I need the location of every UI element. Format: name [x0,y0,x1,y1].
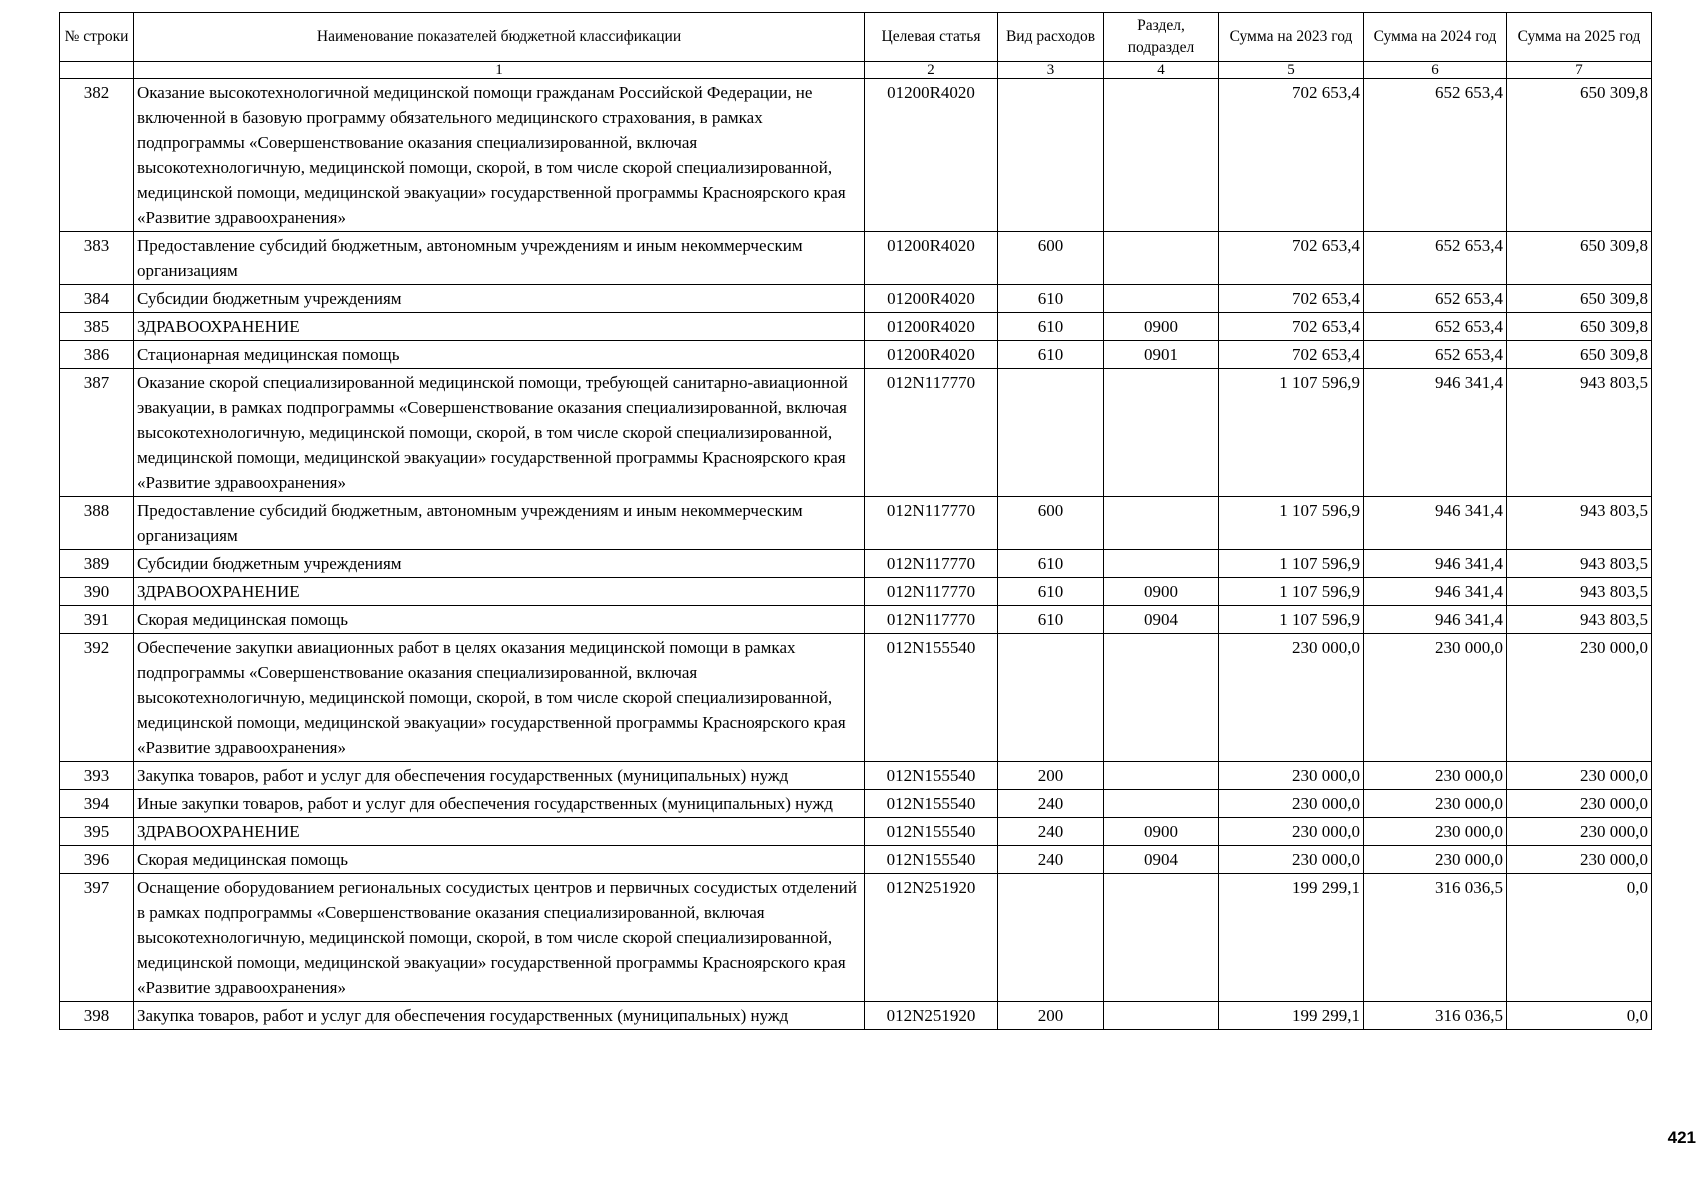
section-code: 0904 [1104,606,1219,634]
target-article: 012N117770 [865,550,998,578]
row-number: 392 [60,634,134,762]
table-row [60,762,1652,790]
target-article: 012N155540 [865,790,998,818]
table-row [60,285,1652,313]
sum-2025: 943 803,5 [1507,550,1652,578]
section-code: 0900 [1104,578,1219,606]
sum-2025: 230 000,0 [1507,762,1652,790]
section-code [1104,790,1219,818]
section-code [1104,634,1219,762]
row-number: 396 [60,846,134,874]
sum-2025: 650 309,8 [1507,313,1652,341]
header-target-article: Целевая статья [865,13,998,62]
target-article: 01200R4020 [865,285,998,313]
row-number: 397 [60,874,134,1002]
table-row [60,232,1652,285]
expense-type: 200 [998,1002,1104,1030]
sum-2025: 230 000,0 [1507,634,1652,762]
sum-2024: 652 653,4 [1364,341,1507,369]
row-number: 398 [60,1002,134,1030]
expense-type: 240 [998,846,1104,874]
row-number: 389 [60,550,134,578]
row-number: 383 [60,232,134,285]
page-number: 421 [1667,1128,1696,1147]
indicator-name: Оказание высокотехнологичной медицинской помощи гражданам Российской Федерации, не включенной в базовую программу обязательного медицинского страхования, в рамках подпрограммы «Совершенствование оказания специализированной, включая высокотехнологичную, медицинской помощи, скорой, в том числе скорой специализированной, медицинской помощи, медицинской эвакуации» государственной программы Красноярского края «Развитие здравоохранения» [134,79,865,232]
sum-2025: 650 309,8 [1507,341,1652,369]
row-number: 386 [60,341,134,369]
table-row [60,497,1652,550]
column-number: 6 [1364,62,1507,79]
section-code [1104,1002,1219,1030]
table-row [60,578,1652,606]
header-expense-type: Вид расходов [998,13,1104,62]
target-article: 012N117770 [865,497,998,550]
header-name: Наименование показателей бюджетной классификации [134,13,865,62]
header-sum-2024: Сумма на 2024 год [1364,13,1507,62]
sum-2025: 230 000,0 [1507,790,1652,818]
expense-type: 600 [998,497,1104,550]
expense-type: 600 [998,232,1104,285]
sum-2023: 230 000,0 [1219,634,1364,762]
row-number: 388 [60,497,134,550]
sum-2023: 230 000,0 [1219,818,1364,846]
target-article: 012N155540 [865,762,998,790]
sum-2025: 0,0 [1507,1002,1652,1030]
target-article: 012N117770 [865,369,998,497]
header-sum-2025: Сумма на 2025 год [1507,13,1652,62]
expense-type: 610 [998,313,1104,341]
sum-2023: 230 000,0 [1219,762,1364,790]
sum-2024: 652 653,4 [1364,285,1507,313]
table-row [60,634,1652,762]
row-number: 391 [60,606,134,634]
sum-2023: 702 653,4 [1219,313,1364,341]
column-numbers-row [60,62,1652,79]
indicator-name: Скорая медицинская помощь [134,606,865,634]
sum-2023: 702 653,4 [1219,232,1364,285]
header-row [60,13,1652,62]
sum-2025: 0,0 [1507,874,1652,1002]
indicator-name: Скорая медицинская помощь [134,846,865,874]
table-row [60,874,1652,1002]
section-code [1104,369,1219,497]
expense-type: 610 [998,578,1104,606]
sum-2024: 316 036,5 [1364,1002,1507,1030]
sum-2025: 230 000,0 [1507,846,1652,874]
column-number [60,62,134,79]
section-code [1104,497,1219,550]
header-row-no: № строки [60,13,134,62]
table-row [60,313,1652,341]
sum-2024: 230 000,0 [1364,818,1507,846]
column-number: 1 [134,62,865,79]
sum-2024: 230 000,0 [1364,846,1507,874]
sum-2024: 316 036,5 [1364,874,1507,1002]
indicator-name: Субсидии бюджетным учреждениям [134,550,865,578]
expense-type: 610 [998,341,1104,369]
table-row [60,1002,1652,1030]
column-number: 2 [865,62,998,79]
section-code [1104,232,1219,285]
indicator-name: Оснащение оборудованием региональных сосудистых центров и первичных сосудистых отделений в рамках подпрограммы «Совершенствование оказания специализированной, включая высокотехнологичную, медицинской помощи, скорой, в том числе скорой специализированной, медицинской помощи, медицинской эвакуации» государственной программы Красноярского края «Развитие здравоохранения» [134,874,865,1002]
sum-2025: 943 803,5 [1507,497,1652,550]
indicator-name: ЗДРАВООХРАНЕНИЕ [134,313,865,341]
sum-2023: 230 000,0 [1219,790,1364,818]
target-article: 012N155540 [865,818,998,846]
sum-2024: 230 000,0 [1364,790,1507,818]
section-code: 0900 [1104,818,1219,846]
indicator-name: Стационарная медицинская помощь [134,341,865,369]
column-number: 5 [1219,62,1364,79]
sum-2024: 946 341,4 [1364,369,1507,497]
indicator-name: Закупка товаров, работ и услуг для обеспечения государственных (муниципальных) нужд [134,762,865,790]
indicator-name: Оказание скорой специализированной медицинской помощи, требующей санитарно-авиационной эвакуации, в рамках подпрограммы «Совершенствование оказания специализированной, включая высокотехнологичную, медицинской помощи, скорой, в том числе скорой специализированной, медицинской помощи, медицинской эвакуации» государственной программы Красноярского края «Развитие здравоохранения» [134,369,865,497]
budget-table [59,12,1652,1030]
table-row [60,846,1652,874]
expense-type: 200 [998,762,1104,790]
indicator-name: ЗДРАВООХРАНЕНИЕ [134,818,865,846]
indicator-name: Предоставление субсидий бюджетным, автономным учреждениям и иным некоммерческим организациям [134,232,865,285]
sum-2023: 1 107 596,9 [1219,550,1364,578]
sum-2023: 702 653,4 [1219,79,1364,232]
row-number: 385 [60,313,134,341]
sum-2023: 1 107 596,9 [1219,369,1364,497]
table-row [60,818,1652,846]
table-body [60,79,1652,1030]
target-article: 01200R4020 [865,232,998,285]
expense-type: 240 [998,790,1104,818]
expense-type: 610 [998,550,1104,578]
sum-2024: 230 000,0 [1364,634,1507,762]
sum-2024: 652 653,4 [1364,232,1507,285]
target-article: 01200R4020 [865,313,998,341]
indicator-name: Предоставление субсидий бюджетным, автономным учреждениям и иным некоммерческим организациям [134,497,865,550]
header-sum-2023: Сумма на 2023 год [1219,13,1364,62]
sum-2025: 943 803,5 [1507,606,1652,634]
target-article: 012N251920 [865,1002,998,1030]
indicator-name: ЗДРАВООХРАНЕНИЕ [134,578,865,606]
sum-2023: 230 000,0 [1219,846,1364,874]
sum-2023: 1 107 596,9 [1219,578,1364,606]
sum-2025: 650 309,8 [1507,79,1652,232]
sum-2025: 943 803,5 [1507,578,1652,606]
section-code [1104,79,1219,232]
indicator-name: Закупка товаров, работ и услуг для обеспечения государственных (муниципальных) нужд [134,1002,865,1030]
column-number: 3 [998,62,1104,79]
section-code: 0900 [1104,313,1219,341]
row-number: 393 [60,762,134,790]
sum-2025: 650 309,8 [1507,285,1652,313]
sum-2023: 1 107 596,9 [1219,497,1364,550]
target-article: 012N117770 [865,578,998,606]
indicator-name: Иные закупки товаров, работ и услуг для обеспечения государственных (муниципальных) нужд [134,790,865,818]
table-row [60,369,1652,497]
expense-type: 610 [998,285,1104,313]
expense-type [998,369,1104,497]
indicator-name: Обеспечение закупки авиационных работ в целях оказания медицинской помощи в рамках подпрограммы «Совершенствование оказания специализированной, включая высокотехнологичную, медицинской помощи, скорой, в том числе скорой специализированной, медицинской помощи, медицинской эвакуации» государственной программы Красноярского края «Развитие здравоохранения» [134,634,865,762]
row-number: 394 [60,790,134,818]
expense-type [998,634,1104,762]
target-article: 012N117770 [865,606,998,634]
section-code [1104,762,1219,790]
target-article: 01200R4020 [865,341,998,369]
sum-2023: 702 653,4 [1219,285,1364,313]
section-code [1104,874,1219,1002]
section-code [1104,285,1219,313]
expense-type: 610 [998,606,1104,634]
indicator-name: Субсидии бюджетным учреждениям [134,285,865,313]
sum-2023: 1 107 596,9 [1219,606,1364,634]
sum-2024: 946 341,4 [1364,497,1507,550]
table-row [60,550,1652,578]
row-number: 395 [60,818,134,846]
expense-type [998,874,1104,1002]
section-code [1104,550,1219,578]
table-row [60,790,1652,818]
table-row [60,79,1652,232]
sum-2023: 199 299,1 [1219,874,1364,1002]
sum-2023: 199 299,1 [1219,1002,1364,1030]
row-number: 382 [60,79,134,232]
target-article: 01200R4020 [865,79,998,232]
section-code: 0901 [1104,341,1219,369]
header-section: Раздел, подраздел [1104,13,1219,62]
column-number: 4 [1104,62,1219,79]
target-article: 012N155540 [865,634,998,762]
row-number: 390 [60,578,134,606]
target-article: 012N251920 [865,874,998,1002]
column-number: 7 [1507,62,1652,79]
table-row [60,606,1652,634]
sum-2025: 230 000,0 [1507,818,1652,846]
section-code: 0904 [1104,846,1219,874]
sum-2024: 652 653,4 [1364,313,1507,341]
table-row [60,341,1652,369]
sum-2024: 946 341,4 [1364,578,1507,606]
expense-type: 240 [998,818,1104,846]
sum-2024: 946 341,4 [1364,550,1507,578]
sum-2023: 702 653,4 [1219,341,1364,369]
expense-type [998,79,1104,232]
sum-2024: 230 000,0 [1364,762,1507,790]
row-number: 384 [60,285,134,313]
sum-2025: 650 309,8 [1507,232,1652,285]
sum-2024: 652 653,4 [1364,79,1507,232]
row-number: 387 [60,369,134,497]
sum-2024: 946 341,4 [1364,606,1507,634]
sum-2025: 943 803,5 [1507,369,1652,497]
target-article: 012N155540 [865,846,998,874]
